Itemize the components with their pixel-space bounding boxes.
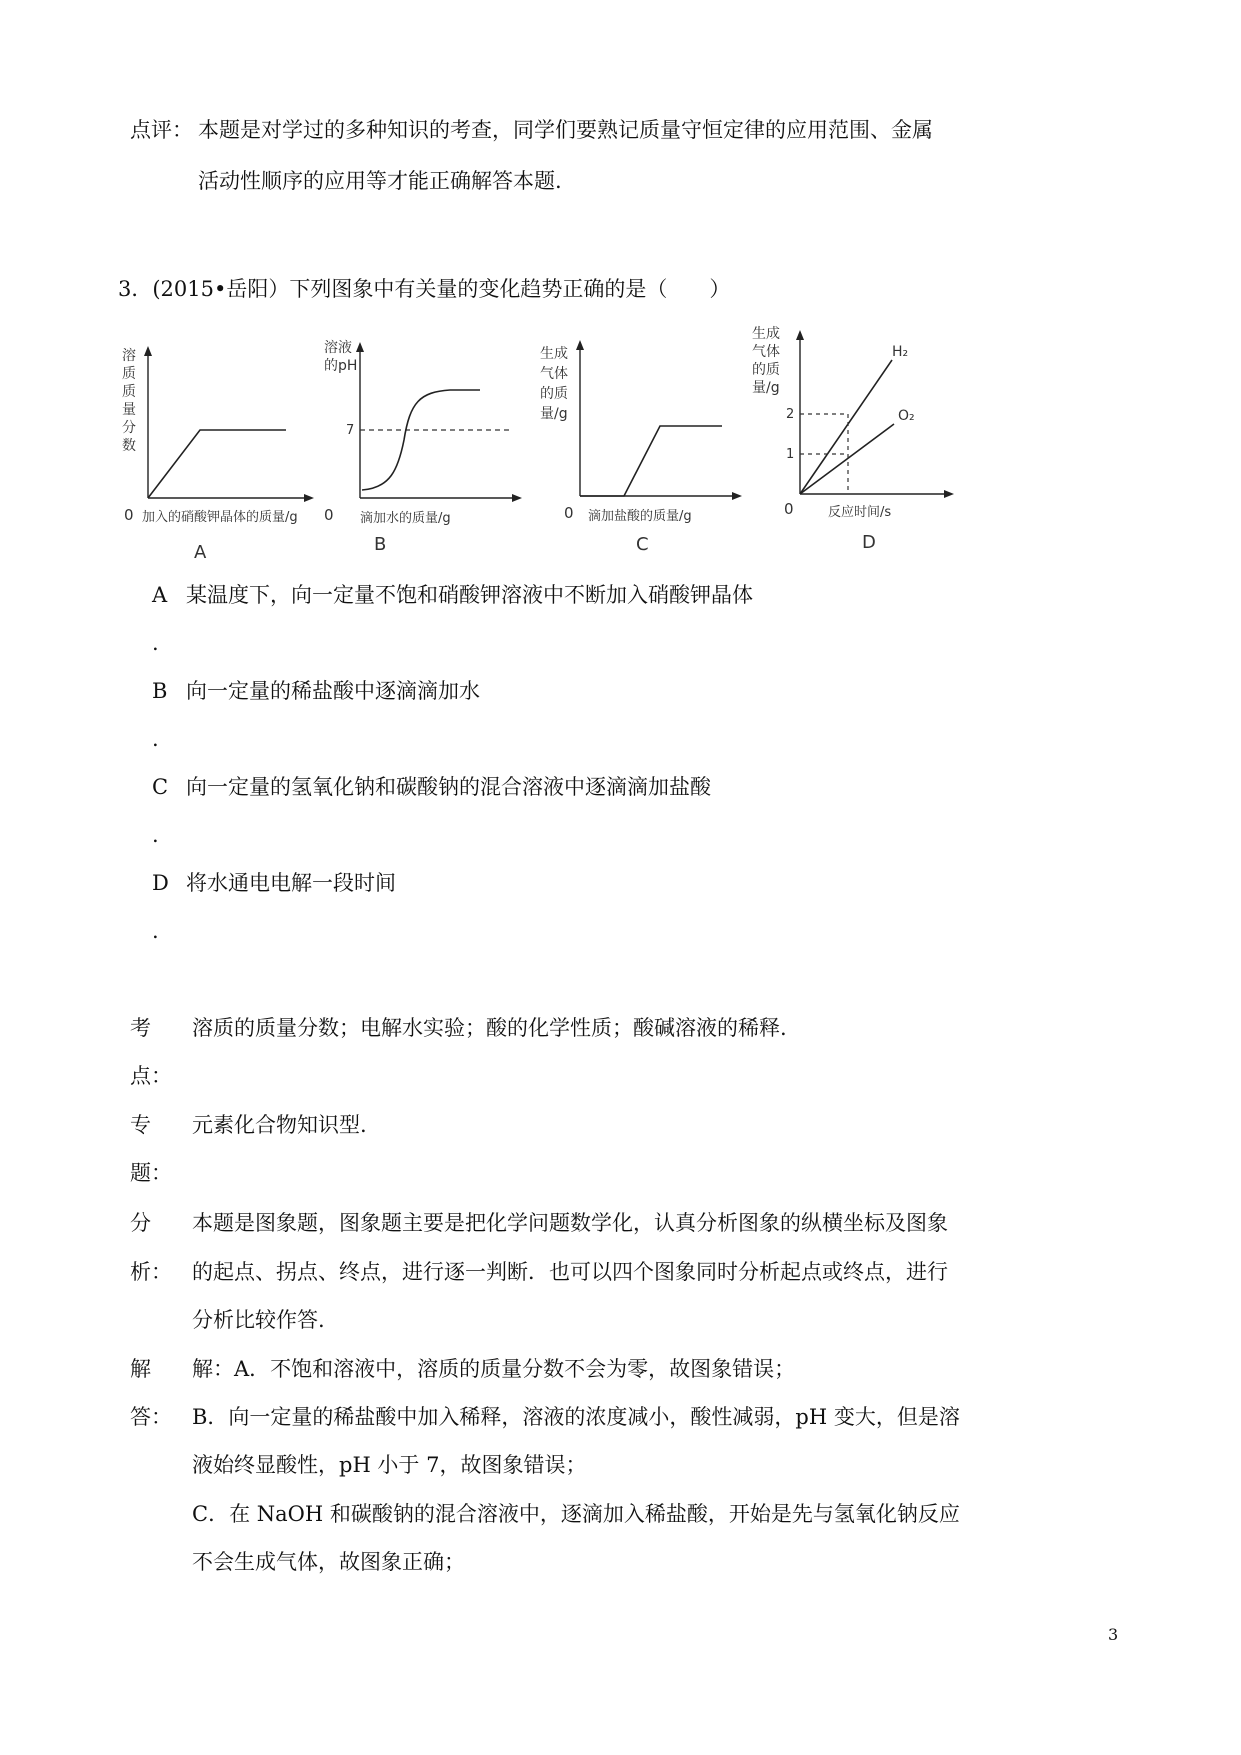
graph-c-x-arrow xyxy=(732,492,742,500)
graph-d-y-line: 的质 xyxy=(752,362,780,378)
graph-b-x-label: 滴加水的质量/g xyxy=(360,511,451,526)
graph-a-caption: A xyxy=(194,542,207,563)
jieda-line-1: 解：A．不饱和溶液中，溶质的质量分数不会为零，故图象错误； xyxy=(192,1357,796,1381)
graph-a-y-char: 溶 xyxy=(122,348,136,364)
comment-line-1: 本题是对学过的多种知识的考查，同学们要熟记质量守恒定律的应用范围、金属 xyxy=(198,118,933,142)
fenxi-label-1: 分 xyxy=(130,1211,151,1235)
graph-c-caption: C xyxy=(636,534,649,555)
option-c-letter: C xyxy=(152,775,169,799)
graph-d-origin: 0 xyxy=(784,500,794,518)
jieda-line-3: 液始终显酸性，pH 小于 7，故图象错误； xyxy=(192,1453,587,1477)
fenxi-line-3: 分析比较作答. xyxy=(192,1308,325,1332)
option-a-letter: A xyxy=(152,583,168,607)
option-a-dot: . xyxy=(152,631,159,655)
graph-a-y-char: 质 xyxy=(122,384,136,400)
option-c-dot: . xyxy=(152,823,159,847)
graph-d-ytick-2: 2 xyxy=(786,407,795,422)
jieda-line-2: B．向一定量的稀盐酸中加入稀释，溶液的浓度减小，酸性减弱，pH 变大，但是溶 xyxy=(192,1405,960,1429)
zhuanti-text: 元素化合物知识型. xyxy=(192,1113,367,1137)
option-b-text: 向一定量的稀盐酸中逐滴滴加水 xyxy=(186,679,480,703)
option-c-text: 向一定量的氢氧化钠和碳酸钠的混合溶液中逐滴滴加盐酸 xyxy=(186,775,711,799)
graph-a-y-char: 分 xyxy=(122,420,136,436)
graph-a-curve xyxy=(148,430,286,498)
option-a-text: 某温度下，向一定量不饱和硝酸钾溶液中不断加入硝酸钾晶体 xyxy=(186,583,753,607)
graph-c-origin: 0 xyxy=(564,504,574,522)
graph-d-o2-label: O₂ xyxy=(898,408,915,424)
graph-d-x-label: 反应时间/s xyxy=(828,505,892,520)
graph-a-y-char: 质 xyxy=(122,366,136,382)
graph-b xyxy=(320,330,530,560)
graph-d-y-label xyxy=(752,325,780,396)
zhuanti-label-1: 专 xyxy=(130,1113,151,1137)
graph-c xyxy=(536,330,746,560)
option-d-dot: . xyxy=(152,919,159,943)
graph-d-h2-label: H₂ xyxy=(892,344,909,360)
graph-b-ytick-7: 7 xyxy=(346,423,355,438)
graph-b-curve xyxy=(362,390,480,490)
option-d-letter: D xyxy=(152,871,169,895)
fenxi-line-1: 本题是图象题，图象题主要是把化学问题数学化，认真分析图象的纵横坐标及图象 xyxy=(192,1211,948,1235)
graph-c-y-label xyxy=(540,345,568,422)
graph-d-h2-line xyxy=(800,360,892,494)
graph-c-y-line: 生成 xyxy=(540,346,568,362)
jieda-line-4: C．在 NaOH 和碳酸钠的混合溶液中，逐滴加入稀盐酸，开始是先与氢氧化钠反应 xyxy=(192,1502,960,1526)
fenxi-line-2: 的起点、拐点、终点，进行逐一判断．也可以四个图象同时分析起点或终点，进行 xyxy=(192,1260,948,1284)
graph-a-y-char: 数 xyxy=(122,438,136,454)
graph-b-origin: 0 xyxy=(324,506,334,524)
zhuanti-label-2: 题： xyxy=(130,1161,172,1185)
graph-d xyxy=(742,322,962,562)
graph-d-o2-line xyxy=(800,424,894,494)
graph-d-ytick-1: 1 xyxy=(786,447,795,462)
graph-d-y-line: 气体 xyxy=(752,344,780,360)
kaodian-label-2: 点： xyxy=(130,1064,172,1088)
jieda-line-5: 不会生成气体，故图象正确； xyxy=(192,1550,465,1574)
graph-c-x-label: 滴加盐酸的质量/g xyxy=(588,509,692,524)
option-b-dot: . xyxy=(152,727,159,751)
graph-d-y-line: 生成 xyxy=(752,326,780,342)
comment-line-2: 活动性顺序的应用等才能正确解答本题. xyxy=(198,169,562,193)
comment-label: 点评： xyxy=(130,118,193,142)
graph-a-x-arrow xyxy=(304,494,314,502)
graph-b-x-arrow xyxy=(512,494,522,502)
graph-c-curve xyxy=(580,426,722,496)
graph-a-y-char: 量 xyxy=(122,402,136,418)
kaodian-text: 溶质的质量分数；电解水实验；酸的化学性质；酸碱溶液的稀释. xyxy=(192,1016,787,1040)
graph-b-caption: B xyxy=(374,534,387,555)
graph-d-x-arrow xyxy=(944,490,954,498)
graph-a-origin: 0 xyxy=(124,506,134,524)
graph-a-x-label: 加入的硝酸钾晶体的质量/g xyxy=(142,510,298,525)
graph-c-y-line: 的质 xyxy=(540,386,568,402)
option-b-letter: B xyxy=(152,679,168,703)
kaodian-label-1: 考 xyxy=(130,1016,151,1040)
question-stem: 3．(2015•岳阳）下列图象中有关量的变化趋势正确的是（ ） xyxy=(118,277,731,301)
graph-c-y-arrow xyxy=(576,340,584,350)
graph-d-y-arrow xyxy=(796,330,804,340)
graph-b-y-label: 溶液 xyxy=(324,340,352,356)
jieda-label-2: 答： xyxy=(130,1405,172,1429)
graph-a xyxy=(118,338,323,563)
graph-b-y-arrow xyxy=(356,342,364,352)
page-number: 3 xyxy=(1108,1625,1119,1644)
graph-c-y-line: 气体 xyxy=(540,366,568,382)
graph-c-y-line: 量/g xyxy=(540,406,568,422)
fenxi-label-2: 析： xyxy=(130,1260,172,1284)
graph-d-caption: D xyxy=(862,532,876,553)
jieda-label-1: 解 xyxy=(130,1357,151,1381)
graph-d-y-line: 量/g xyxy=(752,380,780,396)
option-d-text: 将水通电电解一段时间 xyxy=(186,871,396,895)
graph-a-y-arrow xyxy=(144,346,152,356)
graph-b-y-label: 的pH xyxy=(324,358,358,374)
graph-a-y-label xyxy=(122,347,136,454)
